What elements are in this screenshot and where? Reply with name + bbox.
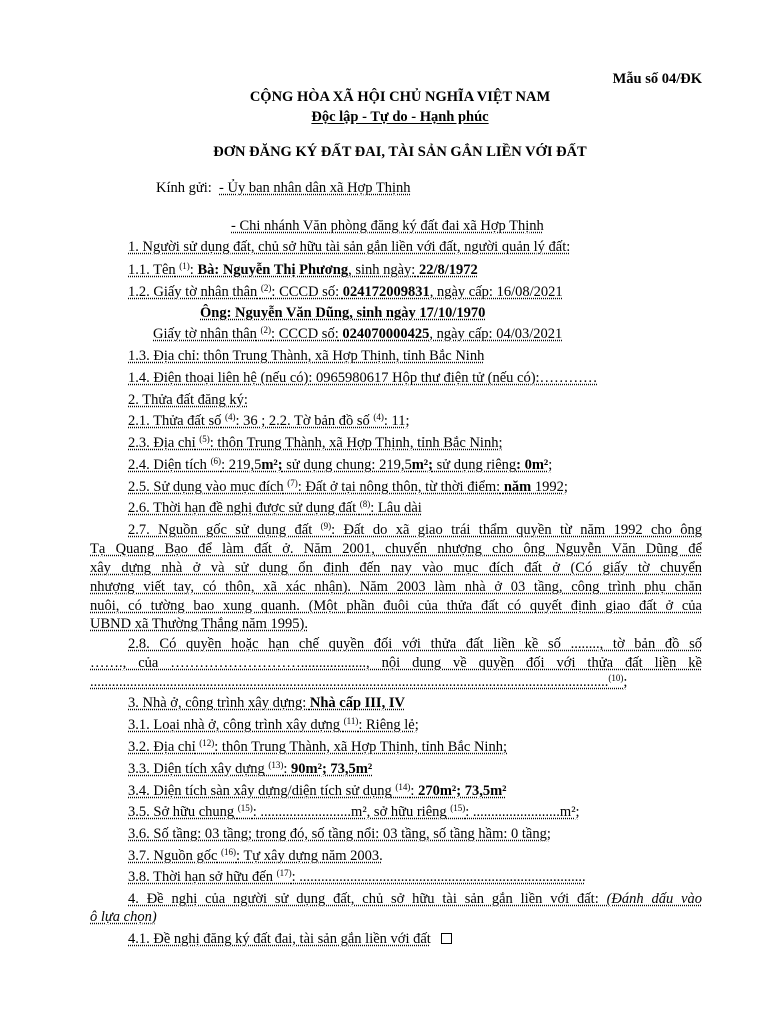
option-1-checkbox[interactable] [441, 933, 452, 944]
s3-built-area: 3.3. Diện tích xây dựng $^{(13)}$: 90m²; 73,5m² [128, 760, 373, 777]
s2-purpose: 2.5. Sử dụng vào mục đích $^{(7)}$: Đất ở tại nông thôn, từ thời điểm: năm 1992; [128, 478, 568, 495]
s1-phone: 1.4. Điện thoại liên hệ (nếu có): 0965980617 Hộp thư điện tử (nếu có):………… [128, 370, 598, 386]
s1-name-line: 1.1. Tên $^{(1)}$: Bà: Nguyễn Thị Phương, sinh ngày: 22/8/1972 [128, 261, 478, 278]
s2-rights-line-2: ……., của ……………………….................., nội dung về quyền đối với thửa đất liền kề [90, 655, 702, 671]
document-title: ĐƠN ĐĂNG KÝ ĐẤT ĐAI, TÀI SẢN GẮN LIỀN VỚI ĐẤT [213, 144, 587, 160]
s2-origin-line-5: nuôi, có tường bao xung quanh. (Một phần đuôi của thửa đất có quyết định giao đất ở của [90, 598, 702, 614]
s3-type: 3.1. Loại nhà ở, công trình xây dựng $^{(11)}$: Riêng lẻ; [128, 716, 419, 733]
s3-ownership: 3.5. Sở hữu chung $^{(15)}$: .........................m², sở hữu riêng $^{(15)}$: ........................m²; [128, 803, 580, 820]
s1-heading: 1. Người sử dụng đất, chủ sở hữu tài sản gắn liền với đất, người quản lý đất: [128, 239, 571, 255]
s2-origin-line-3: xây dựng nhà ở và sử dụng ổn định đến nay vào mục đích đất ở (Có giấy tờ chuyển [90, 560, 702, 576]
s2-address: 2.3. Địa chỉ $^{(5)}$: thôn Trung Thành, xã Hợp Thịnh, tỉnh Bắc Ninh; [128, 434, 503, 451]
s3-floors: 3.6. Số tầng: 03 tầng; trong đó, số tầng nổi: 03 tầng, số tầng hầm: 0 tầng; [128, 826, 551, 842]
s3-floor-area: 3.4. Diện tích sàn xây dựng/diện tích sử dụng $^{(14)}$: 270m²; 73,5m² [128, 782, 507, 799]
s2-rights-line-3: ...............................................................................................................................................$^{(10)}$; [90, 673, 628, 690]
s1-person2-name: Ông: Nguyễn Văn Dũng, sinh ngày 17/10/1970 [200, 305, 486, 321]
s2-origin-line-2: Tạ Quang Bạo để làm đất ở. Năm 2001, chuyển nhượng cho ông Nguyễn Văn Dũng để [90, 541, 702, 557]
s2-area: 2.4. Diện tích $^{(6)}$: 219,5m²; sử dụng chung: 219,5m²; sử dụng riêng: 0m²; [128, 456, 553, 473]
s2-origin-line-1: 2.7. Nguồn gốc sử dụng đất $^{(9)}$: Đất do xã giao trái thẩm quyền từ năm 1992 cho ông [128, 521, 702, 538]
s2-duration: 2.6. Thời hạn đề nghị được sử dụng đất $^{(8)}$: Lâu dài [128, 499, 422, 516]
s3-heading: 3. Nhà ở, công trình xây dựng: Nhà cấp III, IV [128, 695, 405, 711]
s2-origin-line-4: nhượng viết tay, có thôn, xã xác nhận). Năm 2003 làm nhà ở 03 tầng, công trình phụ chăn [90, 579, 702, 595]
s4-heading-line-2: ô lựa chọn) [90, 909, 157, 925]
motto: Độc lập - Tự do - Hạnh phúc [311, 109, 489, 125]
country-heading: CỘNG HÒA XÃ HỘI CHỦ NGHĨA VIỆT NAM [249, 89, 551, 105]
s3-ownership-term: 3.8. Thời hạn sở hữu đến $^{(17)}$: ............................................................................... [128, 868, 586, 885]
s1-address: 1.3. Địa chỉ: thôn Trung Thành, xã Hợp Thịnh, tỉnh Bắc Ninh [128, 348, 485, 364]
form-code: Mẫu số 04/ĐK [612, 71, 702, 87]
s1-person2-id: Giấy tờ nhân thân $^{(2)}$: CCCD số: 024070000425, ngày cấp: 04/03/2021 [153, 325, 563, 342]
s4-heading-line-1: 4. Đề nghị của người sử dụng đất, chủ sở hữu tài sản gắn liền với đất: (Đánh dấu vào [128, 891, 702, 907]
s2-origin-line-6: UBND xã Thường Thắng năm 1995). [90, 616, 308, 632]
s1-id-line: 1.2. Giấy tờ nhân thân $^{(2)}$: CCCD số: 024172009831, ngày cấp: 16/08/2021 [128, 283, 563, 300]
recipient-line-1: Kính gửi: - Ủy ban nhân dân xã Hợp Thịnh [156, 180, 411, 196]
s2-heading: 2. Thửa đất đăng ký: [128, 392, 248, 408]
s3-origin: 3.7. Nguồn gốc $^{(16)}$: Tự xây dựng năm 2003. [128, 847, 383, 864]
s2-parcel-line: 2.1. Thửa đất số $^{(4)}$: 36 ; 2.2. Tờ bản đồ số $^{(4)}$: 11; [128, 412, 410, 429]
s4-option-1[interactable]: 4.1. Đề nghị đăng ký đất đai, tài sản gắn liền với đất [128, 930, 702, 949]
recipient-line-2: - Chi nhánh Văn phòng đăng ký đất đai xã Hợp Thịnh [231, 218, 544, 234]
s3-address: 3.2. Địa chỉ $^{(12)}$: thôn Trung Thành, xã Hợp Thịnh, tỉnh Bắc Ninh; [128, 738, 507, 755]
s2-rights-line-1: 2.8. Có quyền hoặc hạn chế quyền đối với thửa đất liền kề số ........, tờ bản đồ số [128, 636, 702, 652]
